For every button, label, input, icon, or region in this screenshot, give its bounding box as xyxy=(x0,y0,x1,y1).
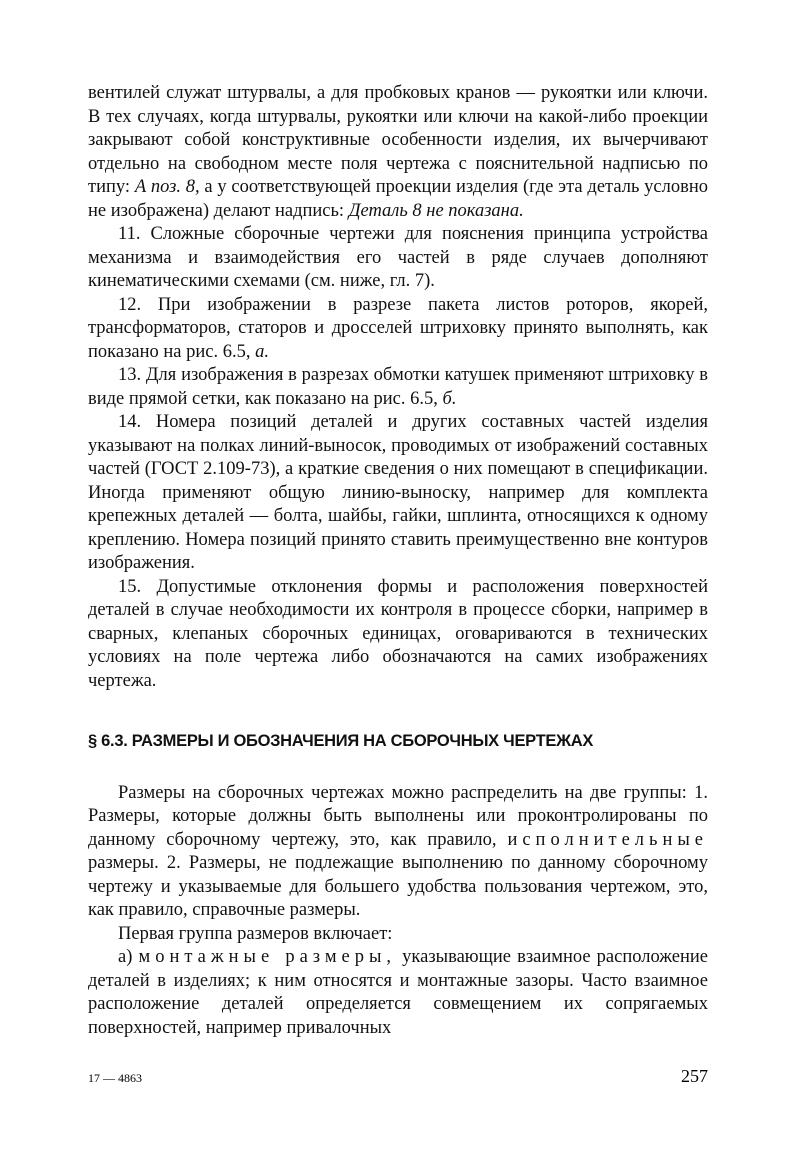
paragraph xyxy=(88,411,708,576)
text-run: исполнительные xyxy=(507,829,708,850)
printer-signature: 17 — 4863 xyxy=(88,1071,142,1085)
text-run: б. xyxy=(442,388,457,409)
text-run: а) xyxy=(118,947,139,967)
paragraph xyxy=(88,223,708,294)
text-run: 14. Номера позиций деталей и других составных частей изделия указывают на полках линий-выносок, проводимых от изображений составных частей (ГОСТ 2.109-73), а краткие сведения о них помещают в спецификации. Иногда применяют общую линию-выноску, например для комплекта крепежных деталей — болта, шайбы, гайки, шплинта, относящихся к одному креплению. Номера позиций принято ставить преимущественно вне контуров изображения. xyxy=(88,412,708,573)
page-body xyxy=(88,82,708,1040)
text-block-top xyxy=(88,82,708,693)
text-run: 11. Сложные сборочные чертежи для пояснения принципа устройства механизма и взаимодействия его частей в ряде случаев дополняют кинематическими схемами (см. ниже, гл. 7). xyxy=(88,224,708,291)
text-run: А поз. 8, xyxy=(134,177,200,197)
paragraph xyxy=(88,923,708,947)
text-run: размеры. 2. Размеры, не подлежащие выполнению по данному сборочному чертежу и указываемые для большего удобства пользования чертежом, это, как правило, справочные размеры. xyxy=(88,853,708,920)
text-run: а у соответствующей проекции изделия (где эта деталь условно не изображена) делают надпись: xyxy=(88,177,708,221)
paragraph xyxy=(88,576,708,694)
paragraph xyxy=(88,82,708,223)
text-run: 13. Для изображения в разрезах обмотки катушек применяют штриховку в виде прямой сетки, как показано на рис. 6.5, xyxy=(88,365,708,409)
text-run: 12. При изображении в разрезе пакета листов роторов, якорей, трансформаторов, статоров и дросселей штриховку принято выполнять, как показано на рис. 6.5, xyxy=(88,294,708,362)
text-run: 15. Допустимые отклонения формы и расположения поверхностей деталей в случае необходимости их контроля в процессе сборки, например в сварных, клепаных сборочных единицах, оговариваются в технических условиях на поле чертежа либо обозначаются на самих изображениях чертежа. xyxy=(88,576,708,691)
paragraph xyxy=(88,364,708,411)
text-run: а. xyxy=(255,341,269,362)
page-number: 257 xyxy=(681,1066,708,1086)
paragraph xyxy=(88,294,708,365)
paragraph xyxy=(88,946,708,1040)
paragraph xyxy=(88,782,708,923)
page-footer xyxy=(88,1066,708,1087)
text-run: Размеры на сборочных чертежах можно распределить на две группы: 1. Размеры, которые должны быть выполнены или проконтролированы по данному сборочному чертежу, это, как правило, xyxy=(88,782,708,850)
text-run: Первая группа размеров включает: xyxy=(118,923,393,944)
text-run: монтажные размеры, xyxy=(138,947,397,967)
text-run: указывающие взаимное расположение деталей в изделиях; к ним относятся и монтажные зазоры. Часто взаимное расположение деталей определяется совмещением их сопрягаемых поверхностей, например привалочных xyxy=(88,947,709,1038)
text-run: Деталь 8 не показана. xyxy=(348,200,524,221)
text-run: вентилей служат штурвалы, а для пробковых кранов — рукоятки или ключи. В тех случаях, когда штурвалы, рукоятки или ключи на какой-либо проекции закрывают собой конструктивные особенности изделия, их вычерчивают отдельно на свободном месте поля чертежа с пояснительной надписью по типу: xyxy=(88,83,708,197)
section-heading: § 6.3. РАЗМЕРЫ И ОБОЗНАЧЕНИЯ НА СБОРОЧНЫХ ЧЕРТЕЖАХ xyxy=(88,732,594,750)
text-block-bottom xyxy=(88,782,708,1041)
